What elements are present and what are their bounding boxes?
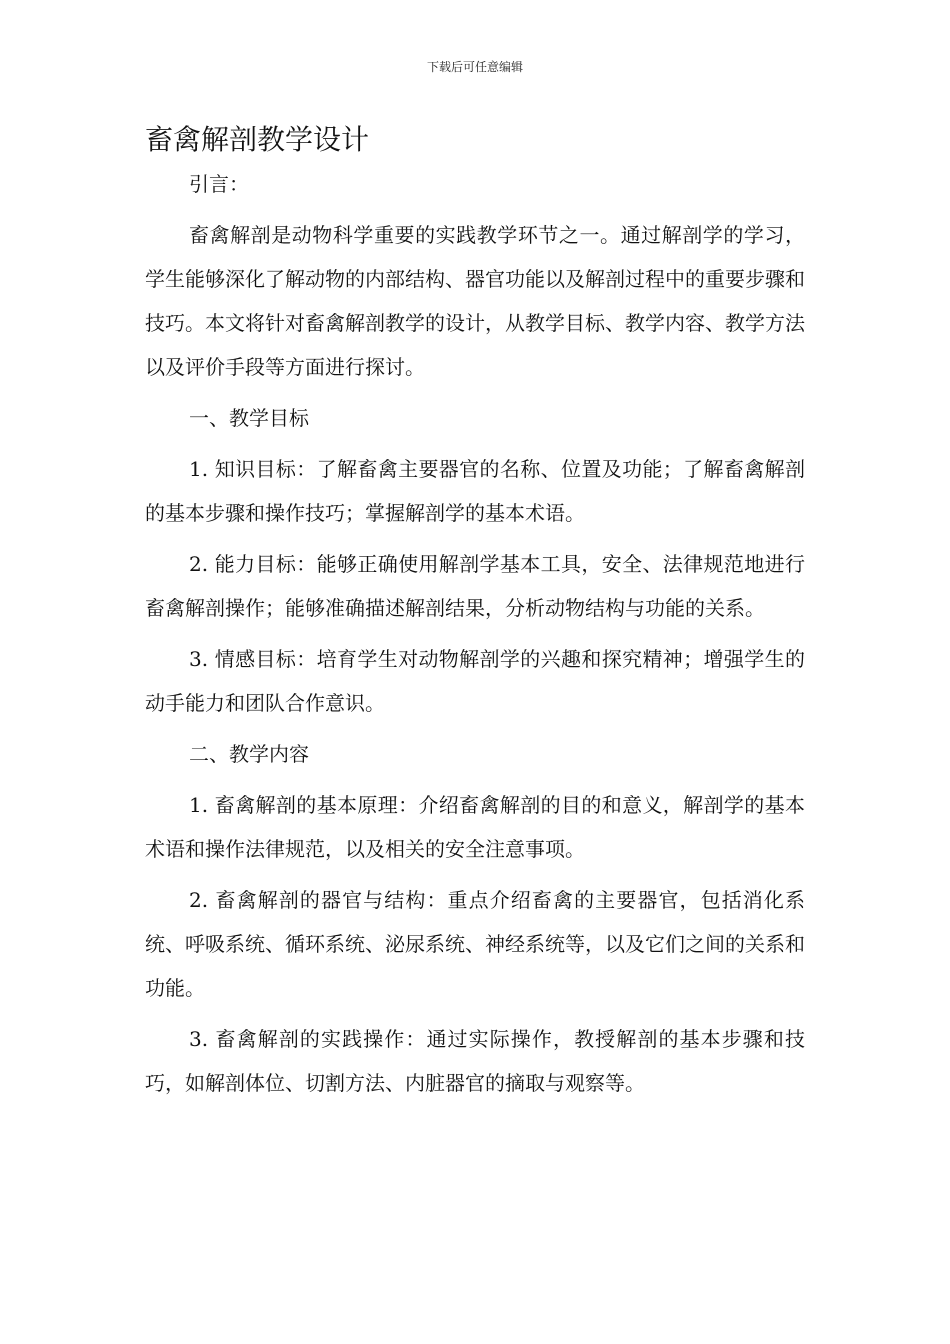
document-body [145,162,805,1112]
content-practice: 3. 畜禽解剖的实践操作：通过实际操作，教授解剖的基本步骤和技巧，如解剖体位、切割方法、内脏器官的摘取与观察等。 [145,1027,805,1095]
header-note: 下载后可任意编辑 [426,60,523,74]
goal-knowledge: 1. 知识目标：了解畜禽主要器官的名称、位置及功能；了解畜禽解剖的基本步骤和操作技巧；掌握解剖学的基本术语。 [145,457,805,525]
section-heading-content: 二、教学内容 [189,742,309,766]
intro-paragraph: 畜禽解剖是动物科学重要的实践教学环节之一。通过解剖学的学习，学生能够深化了解动物的内部结构、器官功能以及解剖过程中的重要步骤和技巧。本文将针对畜禽解剖教学的设计，从教学目标、教学内容、教学方法以及评价手段等方面进行探讨。 [145,223,805,379]
content-organs: 2. 畜禽解剖的器官与结构：重点介绍畜禽的主要器官，包括消化系统、呼吸系统、循环系统、泌尿系统、神经系统等，以及它们之间的关系和功能。 [145,888,805,1000]
goal-emotion: 3. 情感目标：培育学生对动物解剖学的兴趣和探究精神；增强学生的动手能力和团队合作意识。 [145,647,805,715]
intro-label: 引言： [189,172,249,196]
goal-ability: 2. 能力目标：能够正确使用解剖学基本工具，安全、法律规范地进行畜禽解剖操作；能够准确描述解剖结果，分析动物结构与功能的关系。 [145,552,805,620]
section-heading-goals: 一、教学目标 [189,406,309,430]
content-principles: 1. 畜禽解剖的基本原理：介绍畜禽解剖的目的和意义，解剖学的基本术语和操作法律规范，以及相关的安全注意事项。 [145,793,805,861]
document-title: 畜禽解剖教学设计 [145,123,370,156]
